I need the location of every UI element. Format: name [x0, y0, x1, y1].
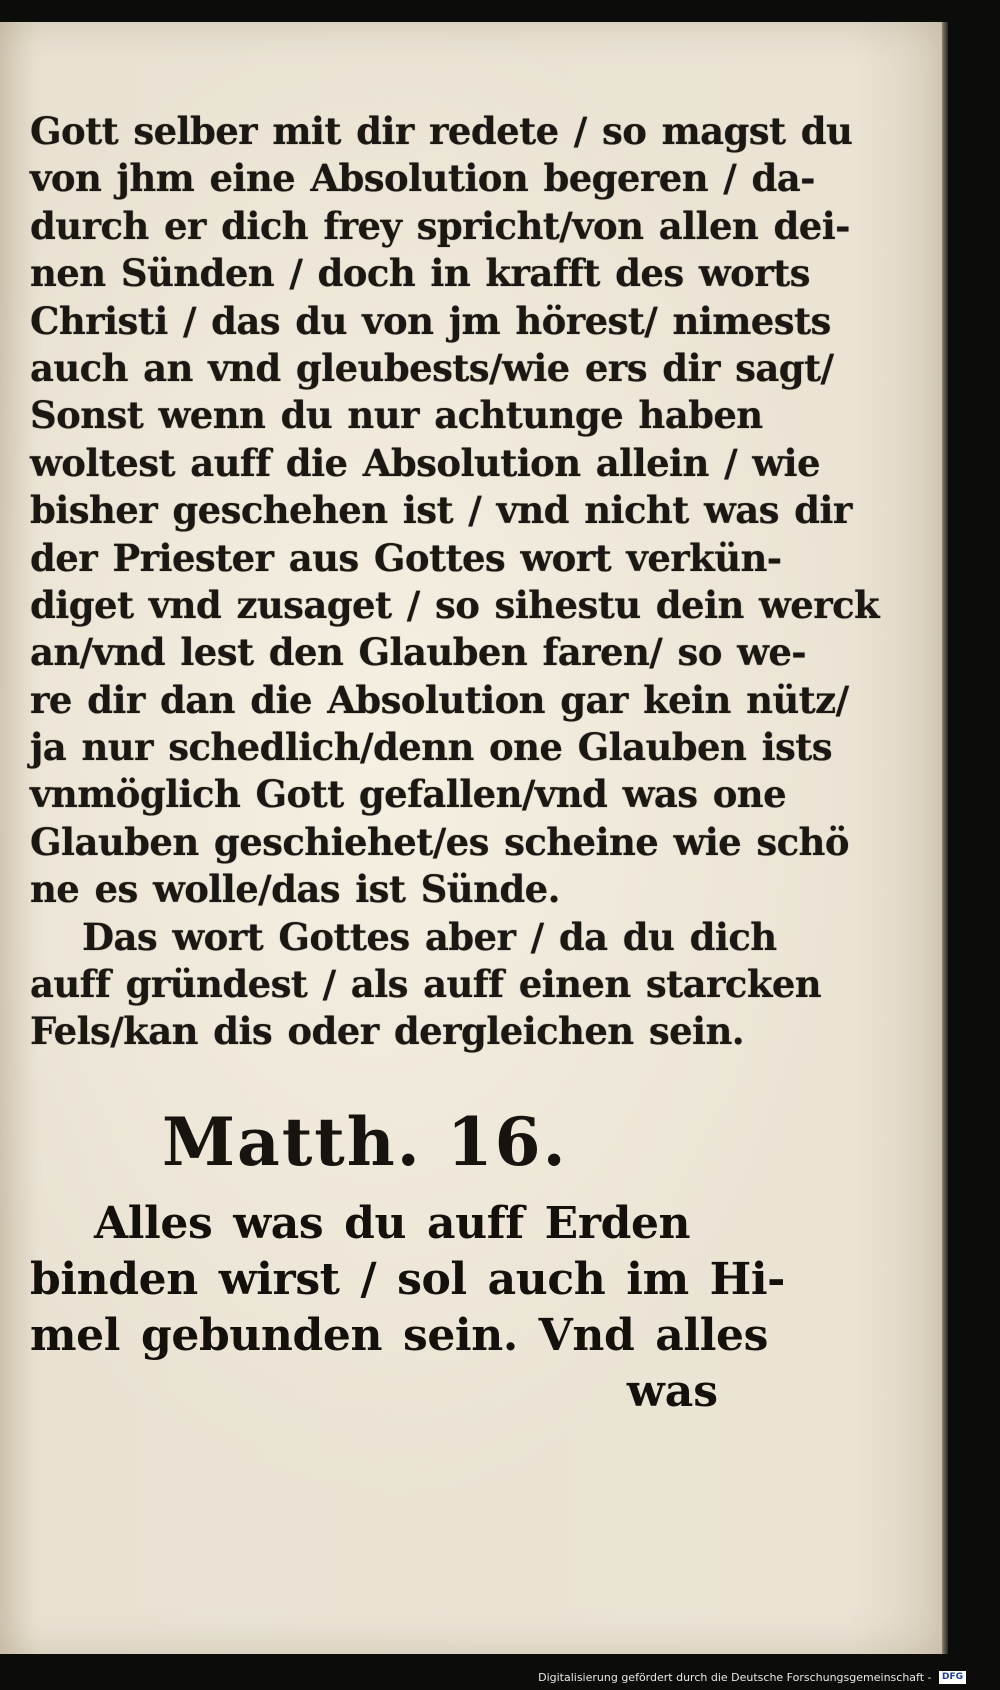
paragraph-line: Das wort Gottes aber / da du dich	[82, 914, 777, 959]
text-line: ja nur schedlich/denn one Glauben ists	[30, 725, 832, 770]
text-line: durch er dich frey spricht/von allen dei-	[30, 203, 850, 248]
text-line: re dir dan die Absolution gar kein nütz/	[30, 677, 849, 722]
text-line: nen Sünden / doch in krafft des worts	[30, 251, 810, 296]
text-line: vnmöglich Gott gefallen/vnd was one	[30, 772, 787, 817]
scripture-heading: Matth. 16.	[162, 1103, 568, 1181]
text-line: Gott selber mit dir redete / so magst du	[30, 109, 853, 153]
text-line: auch an vnd gleubests/wie ers dir sagt/	[30, 345, 834, 390]
text-line: bisher geschehen ist / vnd nicht was dir	[30, 488, 852, 533]
verse-text	[30, 1196, 786, 1420]
catchword: was	[626, 1366, 718, 1417]
paragraph-line: auff gründest / als auff einen starcken	[30, 962, 822, 1007]
verse-line: Alles was du auff Erden	[94, 1198, 691, 1249]
text-line: woltest auff die Absolution allein / wie	[30, 440, 820, 485]
page-edge	[942, 22, 948, 1654]
verse-line: mel gebunden sein. Vnd alles	[30, 1310, 768, 1361]
text-line: von jhm eine Absolution begeren / da-	[30, 156, 815, 201]
text-line: an/vnd lest den Glauben faren/ so we-	[30, 630, 807, 675]
text-line: Sonst wenn du nur achtunge haben	[30, 393, 763, 438]
text-line: Glauben geschiehet/es scheine wie schö	[30, 819, 849, 864]
dfg-logo: DFG	[939, 1671, 966, 1684]
paragraph-line: Fels/kan dis oder dergleichen sein.	[30, 1009, 745, 1054]
text-line: der Priester aus Gottes wort verkün-	[30, 535, 782, 580]
text-line: Christi / das du von jm hörest/ nimests	[30, 298, 831, 343]
digitization-credit	[538, 1671, 966, 1685]
verse-line: binden wirst / sol auch im Hi-	[30, 1254, 786, 1305]
body-text	[30, 108, 880, 1056]
credit-text: Digitalisierung gefördert durch die Deutsche Forschungsgemeinschaft -	[538, 1670, 932, 1684]
text-line: diget vnd zusaget / so sihestu dein werck	[30, 582, 880, 627]
text-line: ne es wolle/das ist Sünde.	[30, 867, 560, 912]
